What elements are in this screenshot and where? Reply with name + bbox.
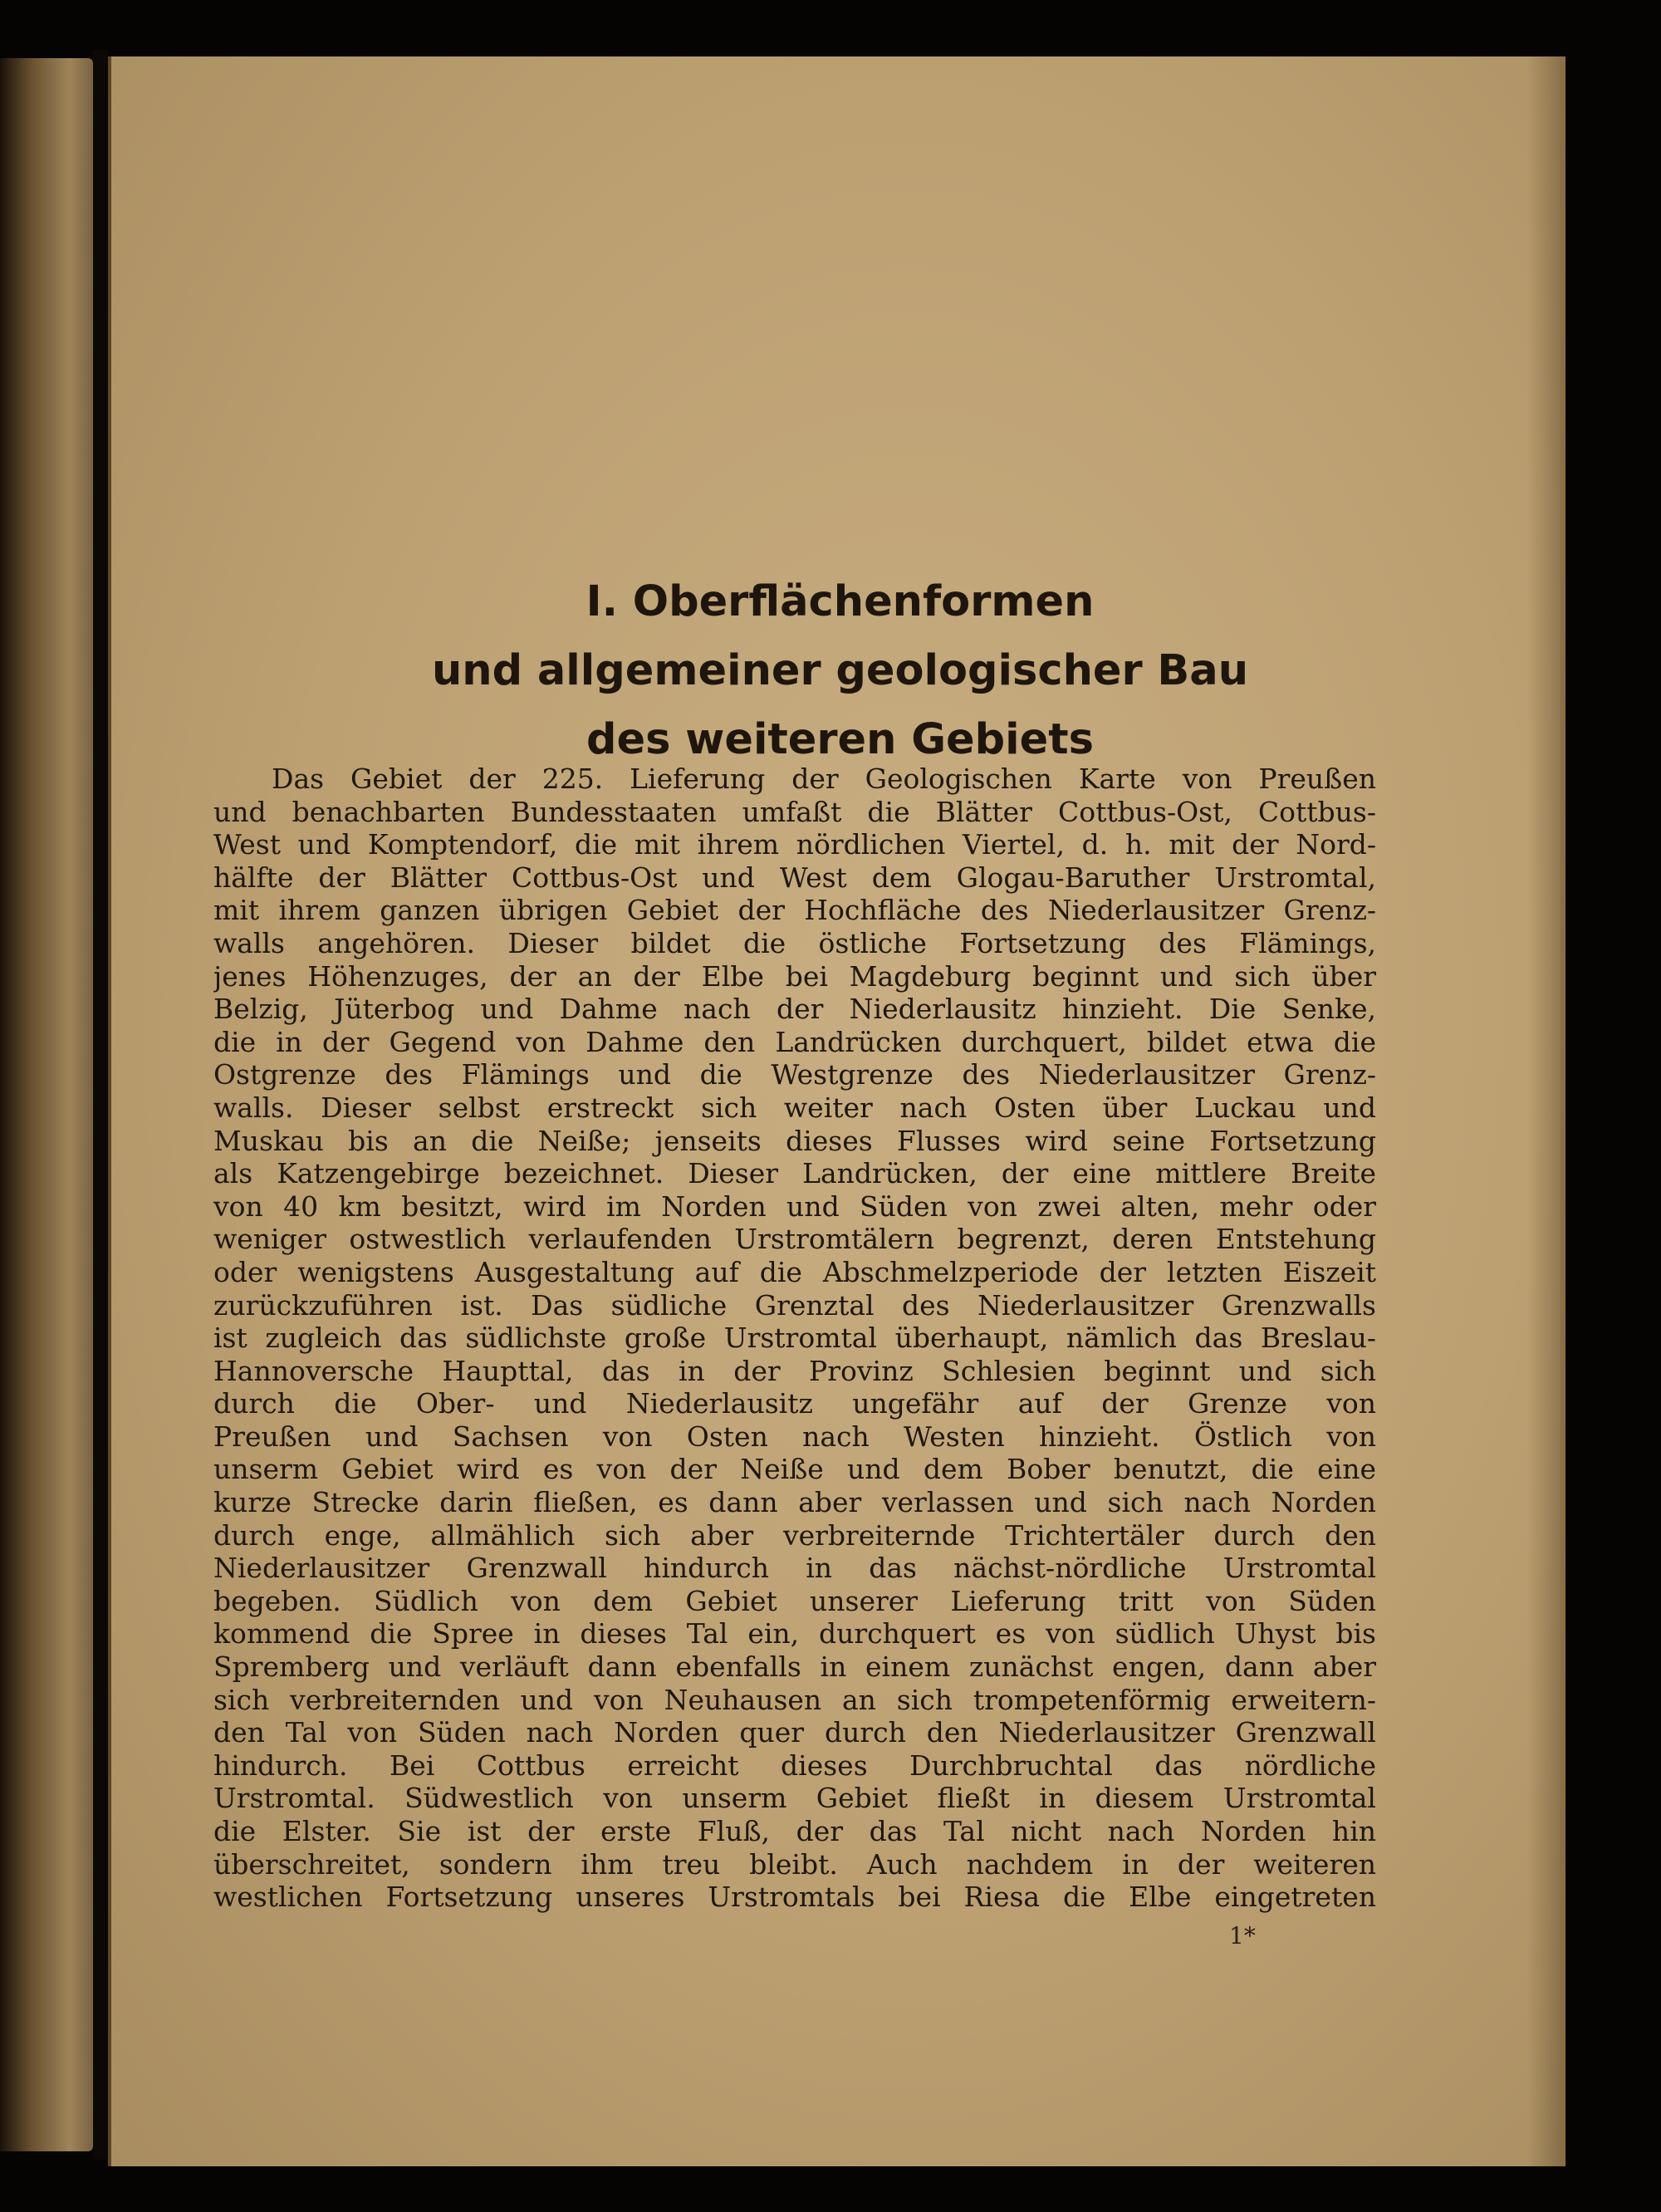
sheet-signature-mark: 1* <box>1229 1922 1256 1950</box>
heading-line-1: I. Oberflächenformen <box>586 577 1095 626</box>
text-line-content: die Elster. Sie ist der erste Fluß, der das Tal nicht nach Norden hin <box>213 1815 1376 1847</box>
text-line-content: zurückzuführen ist. Das südliche Grenztal des Niederlausitzer Grenzwalls <box>213 1288 1376 1322</box>
text-line <box>213 1881 1376 1914</box>
text-line <box>213 927 1376 960</box>
text-line-content: Preußen und Sachsen von Osten nach Westen hinzieht. Östlich von <box>213 1420 1376 1453</box>
text-line-content: sich verbreiternden und von Neuhausen an sich trompetenförmig erweitern- <box>213 1683 1376 1716</box>
text-line-content: die in der Gegend von Dahme den Landrücken durchquert, bildet etwa die <box>213 1025 1376 1058</box>
text-line-content: Das Gebiet der 225. Lieferung der Geologischen Karte von Preußen <box>272 763 1376 795</box>
text-line-content: Urstromtal. Südwestlich von unserm Gebiet fließt in diesem Urstromtal <box>213 1782 1376 1815</box>
text-line <box>213 1815 1376 1848</box>
text-line-content: hälfte der Blätter Cottbus-Ost und West dem Glogau-Baruther Urstromtal, <box>213 861 1376 894</box>
text-line-content: von 40 km besitzt, wird im Norden und Süden von zwei alten, mehr oder <box>213 1189 1376 1223</box>
text-line <box>213 960 1376 993</box>
text-line <box>213 1026 1376 1059</box>
text-line <box>213 1684 1376 1717</box>
text-line <box>213 1552 1376 1585</box>
heading-line-3: des weiteren Gebiets <box>586 715 1094 764</box>
text-line-content: mit ihrem ganzen übrigen Gebiet der Hochfläche des Niederlausitzer Grenz- <box>213 894 1376 927</box>
text-line-content: als Katzengebirge bezeichnet. Dieser Landrücken, der eine mittlere Breite <box>213 1157 1376 1190</box>
text-line <box>213 1058 1376 1091</box>
heading-line-2: und allgemeiner geologischer Bau <box>432 646 1248 695</box>
text-line <box>213 1322 1376 1355</box>
text-line <box>213 1650 1376 1684</box>
text-line-content: jenes Höhenzuges, der an der Elbe bei Magdeburg beginnt und sich über <box>213 959 1376 993</box>
text-line <box>213 1091 1376 1125</box>
chapter-heading <box>111 567 1569 774</box>
text-line-content: kurze Strecke darin fließen, es dann aber verlassen und sich nach Norden <box>213 1486 1376 1519</box>
text-line <box>213 1749 1376 1783</box>
text-line-content: Hannoversche Haupttal, das in der Provinz Schlesien beginnt und sich <box>213 1354 1376 1387</box>
text-line <box>213 1453 1376 1486</box>
text-line-content: Belzig, Jüterbog und Dahme nach der Niederlausitz hinzieht. Die Senke, <box>213 993 1376 1026</box>
body-paragraph <box>213 763 1376 1914</box>
text-line-content: den Tal von Süden nach Norden quer durch den Niederlausitzer Grenzwall <box>213 1716 1376 1749</box>
text-line <box>213 1355 1376 1388</box>
text-line <box>213 1387 1376 1420</box>
text-line-content: walls angehören. Dieser bildet die östliche Fortsetzung des Flämings, <box>213 926 1376 959</box>
book-gutter <box>93 50 108 2160</box>
text-line <box>213 1716 1376 1749</box>
text-line-content: hindurch. Bei Cottbus erreicht dieses Durchbruchtal das nördliche <box>213 1749 1376 1782</box>
text-line <box>213 1190 1376 1224</box>
text-line <box>213 1256 1376 1289</box>
text-line-content: ist zugleich das südlichste große Urstromtal überhaupt, nämlich das Breslau- <box>213 1322 1376 1355</box>
text-line-content: westlichen Fortsetzung unseres Urstromtals bei Riesa die Elbe eingetreten <box>213 1881 1376 1914</box>
text-line <box>213 1782 1376 1815</box>
left-page-edge <box>0 58 93 2151</box>
text-line-content: und benachbarten Bundesstaaten umfaßt die Blätter Cottbus-Ost, Cottbus- <box>213 795 1376 828</box>
text-line-content: begeben. Südlich von dem Gebiet unserer Lieferung tritt von Süden <box>213 1584 1376 1617</box>
text-line <box>213 763 1376 796</box>
text-line <box>213 1585 1376 1618</box>
text-line-content: Spremberg und verläuft dann ebenfalls in einem zunächst engen, dann aber <box>213 1650 1376 1684</box>
text-line <box>213 1617 1376 1650</box>
text-line <box>213 1289 1376 1322</box>
text-line-content: Muskau bis an die Neiße; jenseits dieses Flusses wird seine Fortsetzung <box>213 1124 1376 1157</box>
text-line-content: weniger ostwestlich verlaufenden Urstromtälern begrenzt, deren Entstehung <box>213 1223 1376 1256</box>
text-line <box>213 1486 1376 1519</box>
text-line <box>213 1157 1376 1190</box>
text-line <box>213 1848 1376 1881</box>
text-line <box>213 1420 1376 1454</box>
text-line-content: durch die Ober- und Niederlausitz ungefähr auf der Grenze von <box>213 1387 1376 1420</box>
text-line-content: kommend die Spree in dieses Tal ein, durchquert es von südlich Uhyst bis <box>213 1617 1376 1650</box>
text-line <box>213 796 1376 829</box>
text-line-content: West und Komptendorf, die mit ihrem nördlichen Viertel, d. h. mit der Nord- <box>213 828 1376 861</box>
text-line-content: oder wenigstens Ausgestaltung auf die Abschmelzperiode der letzten Eiszeit <box>213 1255 1376 1288</box>
text-line-content: unserm Gebiet wird es von der Neiße und dem Bober benutzt, die eine <box>213 1453 1376 1486</box>
text-line-content: überschreitet, sondern ihm treu bleibt. Auch nachdem in der weiteren <box>213 1847 1376 1881</box>
text-line-content: durch enge, allmählich sich aber verbreiternde Trichtertäler durch den <box>213 1518 1376 1552</box>
text-line-content: Niederlausitzer Grenzwall hindurch in das nächst-nördliche Urstromtal <box>213 1552 1376 1585</box>
text-line-content: Ostgrenze des Flämings und die Westgrenze des Niederlausitzer Grenz- <box>213 1058 1376 1091</box>
text-line-content: walls. Dieser selbst erstreckt sich weiter nach Osten über Luckau und <box>213 1091 1376 1124</box>
text-line <box>213 1125 1376 1158</box>
text-line <box>213 894 1376 927</box>
text-line <box>213 1519 1376 1552</box>
text-line <box>213 993 1376 1026</box>
text-line <box>213 861 1376 895</box>
text-line <box>213 1223 1376 1256</box>
text-line <box>213 828 1376 861</box>
